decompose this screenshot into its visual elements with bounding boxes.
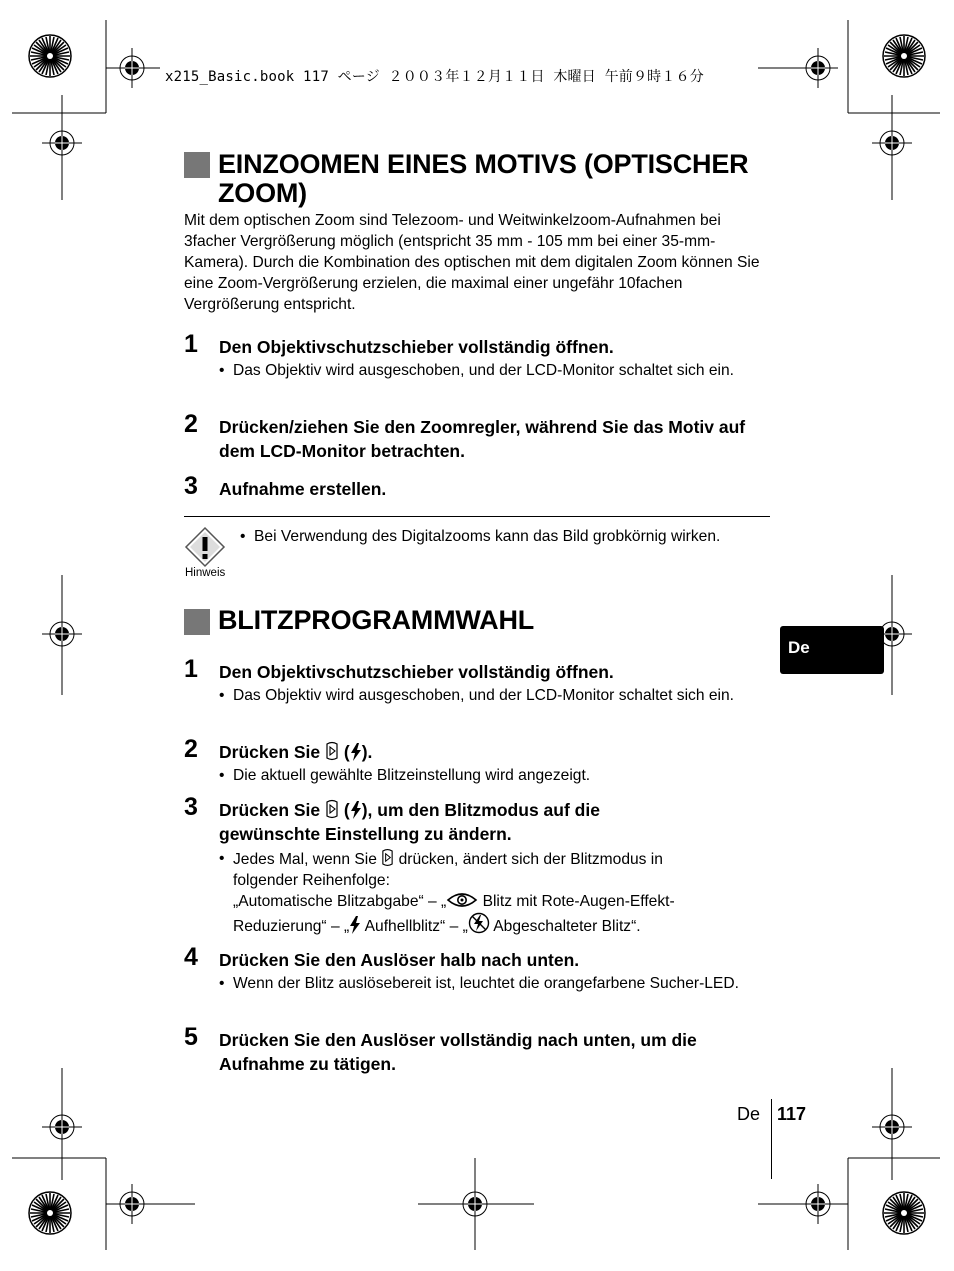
step-number: 1 [184, 330, 198, 358]
bullet-text: Das Objektiv wird ausgeschoben, und der LCD-Monitor schaltet sich ein. [233, 687, 734, 704]
red-eye-icon [446, 891, 478, 909]
flash-icon [350, 743, 362, 761]
bullet-item [219, 973, 773, 994]
note-bullet [240, 526, 774, 547]
bullet-dot: • [219, 850, 225, 867]
bullet-dot: • [219, 975, 225, 992]
step-title-line2: gewünschte Einstellung zu ändern. [219, 824, 512, 844]
print-header-line: x215_Basic.book 117 ページ ２００３年１２月１１日 木曜日 午前９時１６分 [165, 69, 704, 85]
section-marker [184, 609, 210, 635]
bullet-item [219, 685, 773, 706]
bullet-item [219, 765, 773, 786]
flash-icon [349, 916, 361, 934]
step-number: 4 [184, 943, 198, 971]
step-number: 1 [184, 655, 198, 683]
section-title-flash: BLITZPROGRAMMWAHL [218, 605, 535, 635]
bullet-text: Wenn der Blitz auslösebereit ist, leuchtet die orangefarbene Sucher-LED. [233, 975, 739, 992]
warning-icon [184, 526, 226, 568]
step-title: Aufnahme erstellen. [219, 479, 387, 499]
step-title: Drücken Sie den Auslöser halb nach unten. [219, 950, 580, 970]
bullet-text: Die aktuell gewählte Blitzeinstellung wird angezeigt. [233, 767, 591, 784]
right-arrow-button-icon [381, 848, 394, 867]
bullet-text: Das Objektiv wird ausgeschoben, und der LCD-Monitor schaltet sich ein. [233, 362, 734, 379]
language-tab: De [780, 626, 884, 674]
right-arrow-button-icon [325, 741, 339, 761]
note-text: Bei Verwendung des Digitalzooms kann das Bild grobkörnig wirken. [254, 528, 721, 545]
page-number: 117 [777, 1104, 807, 1124]
bullet-dot: • [219, 767, 225, 784]
step-number: 3 [184, 472, 198, 500]
step-number: 5 [184, 1023, 198, 1051]
step-title: Drücken Sie den Auslöser vollständig nach unten, um die Aufnahme zu tätigen. [219, 1030, 697, 1074]
step-title: Drücken/ziehen Sie den Zoomregler, während Sie das Motiv auf dem LCD-Monitor betrachten. [219, 417, 746, 461]
bullet-item [219, 360, 773, 381]
intro-paragraph: Mit dem optischen Zoom sind Telezoom- und Weitwinkelzoom-Aufnahmen bei 3facher Vergrößerung möglich (entspricht 35 mm - 105 mm bei einer 35-mm-Kamera). Durch die Kombination des optischen mit dem digitalen Zoom können Sie eine Zoom-Vergrößerung erzielen, die maximal einer ungefähr 10fachen Vergrößerung entspricht. [184, 212, 760, 313]
section-marker [184, 152, 210, 178]
footer-language: De [737, 1104, 761, 1124]
footer-divider [771, 1099, 772, 1179]
note-divider [184, 516, 770, 517]
step-title: Den Objektivschutzschieber vollständig öffnen. [219, 662, 614, 682]
step-number: 2 [184, 735, 198, 763]
step-title: Drücken Sie ( ). [219, 742, 373, 762]
flash-icon [350, 801, 362, 819]
section-title-zoom: EINZOOMEN EINES MOTIVS (OPTISCHER ZOOM) [218, 149, 749, 208]
bullet-dot: • [219, 362, 225, 379]
step-title: Den Objektivschutzschieber vollständig öffnen. [219, 337, 614, 357]
step-number: 2 [184, 410, 198, 438]
step-title: Drücken Sie ( ), um den Blitzmodus auf die [219, 800, 600, 820]
flash-off-icon [468, 912, 490, 934]
step-number: 3 [184, 793, 198, 821]
bullet-item: • Jedes Mal, wenn Sie drücken, ändert sich der Blitzmodus in folgender Reihenfolge: „Automatische Blitzabgabe“ – „ Blitz mit Rote-Augen-Effekt- Reduzierung“ – „ Aufhellblitz“ – „ Abgeschalteter Blitz“. [219, 850, 675, 935]
bullet-dot: • [240, 528, 246, 545]
note-label: Hinweis [185, 567, 226, 579]
right-arrow-button-icon [325, 799, 339, 819]
bullet-dot: • [219, 687, 225, 704]
